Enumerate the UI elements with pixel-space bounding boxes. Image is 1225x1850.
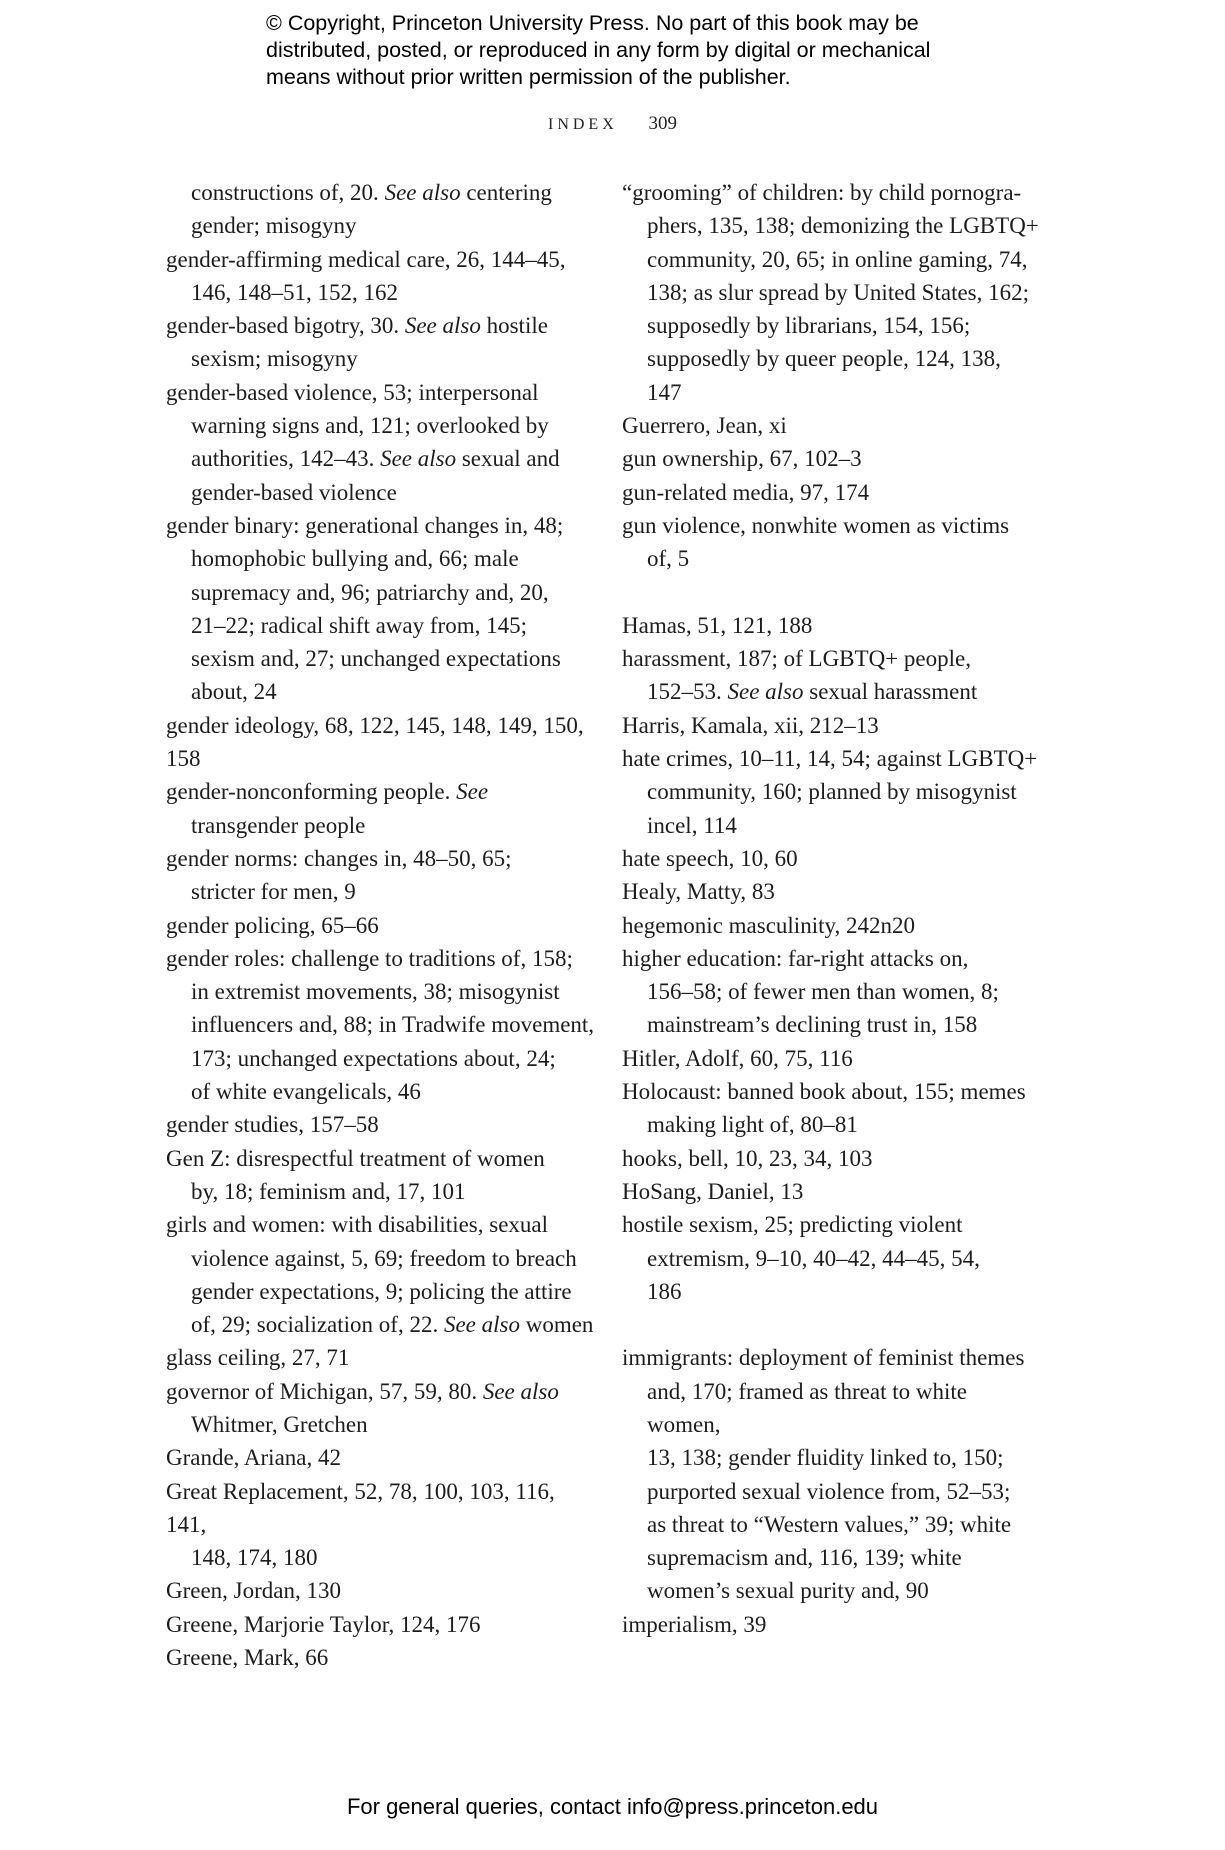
index-text: Hitler, Adolf, 60, 75, 116	[622, 1045, 853, 1071]
index-line	[166, 1341, 596, 1374]
index-text: women’s sexual purity and, 90	[647, 1578, 929, 1604]
index-line	[622, 476, 1042, 509]
index-text: Green, Jordan, 130	[166, 1578, 342, 1604]
index-line	[622, 1541, 1042, 1574]
index-line	[166, 1242, 596, 1275]
see-also-ref: See also	[384, 180, 461, 205]
index-line	[166, 309, 596, 342]
index-line	[622, 909, 1042, 942]
index-text: 173; unchanged expectations about, 24;	[191, 1045, 556, 1071]
running-head	[0, 113, 1225, 135]
index-line	[166, 576, 596, 609]
index-line	[622, 276, 1042, 309]
index-line	[622, 1341, 1042, 1374]
index-line	[622, 1574, 1042, 1607]
index-text: hostile	[480, 313, 548, 339]
index-text: gun violence, nonwhite women as victims	[622, 512, 1010, 538]
index-text: 152–53.	[647, 679, 728, 705]
copyright-line: means without prior written permission of the publisher.	[266, 65, 791, 89]
index-text: gender; misogyny	[191, 213, 357, 239]
index-line	[166, 176, 596, 209]
index-text: gender policing, 65–66	[166, 912, 379, 938]
index-text: gender-nonconforming people.	[166, 779, 457, 805]
index-line	[622, 1008, 1042, 1041]
index-text: “grooming” of children: by child pornogra-	[622, 180, 1022, 205]
index-text: gun-related media, 97, 174	[622, 479, 870, 505]
index-line	[622, 742, 1042, 775]
index-text: 186	[647, 1278, 682, 1304]
index-text: gender binary: generational changes in, 48;	[166, 512, 564, 538]
page-number: 309	[648, 113, 677, 134]
index-text: transgender people	[191, 812, 366, 838]
index-text: higher education: far-right attacks on,	[622, 945, 969, 971]
index-text: Greene, Marjorie Taylor, 124, 176	[166, 1611, 481, 1637]
index-text: glass ceiling, 27, 71	[166, 1345, 350, 1371]
index-line	[166, 842, 596, 875]
index-text: gender roles: challenge to traditions of, 158;	[166, 945, 573, 971]
index-line	[622, 1208, 1042, 1241]
index-text: about, 24	[191, 679, 277, 705]
index-text: community, 20, 65; in online gaming, 74,	[647, 246, 1028, 272]
index-line	[622, 842, 1042, 875]
index-line	[622, 675, 1042, 708]
index-text: hostile sexism, 25; predicting violent	[622, 1212, 963, 1238]
index-line	[622, 709, 1042, 742]
index-text: incel, 114	[647, 812, 737, 838]
index-line	[166, 1608, 596, 1641]
index-line	[622, 342, 1042, 375]
index-text: Harris, Kamala, xii, 212–13	[622, 712, 879, 738]
index-text: as threat to “Western values,” 39; white	[647, 1511, 1012, 1537]
index-text: by, 18; feminism and, 17, 101	[191, 1178, 466, 1204]
index-text: supremacism and, 116, 139; white	[647, 1545, 962, 1571]
index-line	[166, 1308, 596, 1341]
index-line	[166, 1042, 596, 1075]
index-line	[166, 1108, 596, 1141]
index-line	[166, 1208, 596, 1241]
index-line	[622, 176, 1042, 209]
index-text: HoSang, Daniel, 13	[622, 1178, 804, 1204]
index-text: 148, 174, 180	[191, 1545, 318, 1571]
index-section-gap	[622, 1308, 1042, 1341]
index-line	[622, 209, 1042, 242]
index-text: stricter for men, 9	[191, 879, 356, 905]
see-also-ref: See also	[482, 1378, 559, 1404]
index-text: sexism and, 27; unchanged expectations	[191, 646, 561, 672]
index-text: gender expectations, 9; policing the attire	[191, 1278, 572, 1304]
index-text: making light of, 80–81	[647, 1112, 858, 1138]
index-text: purported sexual violence from, 52–53;	[647, 1478, 1011, 1504]
copyright-line: © Copyright, Princeton University Press. No part of this book may be	[266, 11, 919, 35]
index-line	[166, 809, 596, 842]
index-line	[166, 376, 596, 409]
index-line	[622, 409, 1042, 442]
index-text: hate crimes, 10–11, 14, 54; against LGBTQ+	[622, 746, 1038, 772]
index-text: hate speech, 10, 60	[622, 845, 798, 871]
index-text: gender ideology, 68, 122, 145, 148, 149, 150, 158	[166, 712, 584, 772]
footer-contact: For general queries, contact info@press.princeton.edu	[346, 1794, 879, 1819]
see-also-ref: See also	[380, 446, 457, 472]
index-text: 146, 148–51, 152, 162	[191, 279, 398, 305]
index-line	[622, 1142, 1042, 1175]
index-text: gun ownership, 67, 102–3	[622, 446, 862, 472]
index-column-left	[166, 176, 596, 1674]
index-text: governor of Michigan, 57, 59, 80.	[166, 1378, 483, 1404]
index-line	[166, 1475, 596, 1542]
index-text: phers, 135, 138; demonizing the LGBTQ+	[647, 213, 1039, 239]
index-line	[166, 476, 596, 509]
index-line	[166, 1075, 596, 1108]
index-text: 13, 138; gender fluidity linked to, 150;	[647, 1445, 1004, 1471]
index-text: gender-based bigotry, 30.	[166, 313, 405, 339]
index-text: influencers and, 88; in Tradwife movement,	[191, 1012, 595, 1038]
index-text: supposedly by librarians, 154, 156;	[647, 313, 971, 339]
index-line	[166, 276, 596, 309]
index-text: gender-based violence	[191, 479, 397, 505]
index-line	[622, 1375, 1042, 1442]
index-text: supremacy and, 96; patriarchy and, 20,	[191, 579, 549, 605]
index-line	[622, 542, 1042, 575]
index-text: Holocaust: banned book about, 155; memes	[622, 1079, 1026, 1105]
index-text: 21–22; radical shift away from, 145;	[191, 612, 527, 638]
index-text: in extremist movements, 38; misogynist	[191, 979, 560, 1005]
index-line	[622, 509, 1042, 542]
index-text: Greene, Mark, 66	[166, 1645, 329, 1671]
index-line	[622, 442, 1042, 475]
copyright-line: distributed, posted, or reproduced in any form by digital or mechanical	[266, 38, 931, 62]
index-line	[622, 642, 1042, 675]
index-text: 156–58; of fewer men than women, 8;	[647, 979, 999, 1005]
index-text: centering	[460, 180, 552, 205]
index-text: mainstream’s declining trust in, 158	[647, 1012, 978, 1038]
index-line	[166, 442, 596, 475]
index-text: gender norms: changes in, 48–50, 65;	[166, 845, 512, 871]
index-text: supposedly by queer people, 124, 138,	[647, 346, 1001, 372]
index-line	[166, 509, 596, 542]
index-line	[622, 243, 1042, 276]
index-text: and, 170; framed as threat to white women,	[647, 1378, 967, 1437]
index-line	[166, 1008, 596, 1041]
index-text: Grande, Ariana, 42	[166, 1445, 341, 1471]
index-text: constructions of, 20.	[191, 180, 385, 205]
index-line	[622, 1608, 1042, 1641]
index-line	[166, 1275, 596, 1308]
index-text: extremism, 9–10, 40–42, 44–45, 54,	[647, 1245, 980, 1271]
index-text: Gen Z: disrespectful treatment of women	[166, 1145, 545, 1171]
index-text: immigrants: deployment of feminist themes	[622, 1345, 1025, 1371]
index-text: Hamas, 51, 121, 188	[622, 612, 813, 638]
index-line	[166, 942, 596, 975]
index-line	[166, 675, 596, 708]
see-also-ref: See also	[443, 1312, 520, 1338]
index-text: violence against, 5, 69; freedom to breach	[191, 1245, 577, 1271]
index-line	[622, 1275, 1042, 1308]
index-line	[622, 609, 1042, 642]
index-line	[622, 809, 1042, 842]
index-line	[622, 1242, 1042, 1275]
index-line	[166, 909, 596, 942]
index-line	[166, 1375, 596, 1408]
index-line	[166, 1574, 596, 1607]
index-line	[622, 1475, 1042, 1508]
index-line	[166, 1441, 596, 1474]
index-line	[622, 1508, 1042, 1541]
index-text: sexual harassment	[803, 679, 978, 705]
index-line	[166, 409, 596, 442]
index-text: warning signs and, 121; overlooked by	[191, 413, 549, 439]
index-line	[622, 376, 1042, 409]
index-line	[622, 1042, 1042, 1075]
index-text: of, 5	[647, 546, 690, 572]
see-also-ref: See also	[404, 313, 481, 339]
index-text: girls and women: with disabilities, sexual	[166, 1212, 549, 1238]
index-line	[166, 975, 596, 1008]
index-section-gap	[622, 576, 1042, 609]
index-text: women	[519, 1312, 594, 1338]
index-line	[166, 1175, 596, 1208]
index-text: sexual and	[456, 446, 560, 472]
index-line	[622, 942, 1042, 975]
index-text: 138; as slur spread by United States, 162;	[647, 279, 1030, 305]
index-text: Healy, Matty, 83	[622, 879, 775, 905]
index-text: 147	[647, 379, 682, 405]
index-text: hooks, bell, 10, 23, 34, 103	[622, 1145, 873, 1171]
copyright-notice	[266, 10, 1026, 91]
index-text: gender studies, 157–58	[166, 1112, 379, 1138]
index-text: homophobic bullying and, 66; male	[191, 546, 519, 572]
index-text: gender-affirming medical care, 26, 144–45,	[166, 246, 566, 272]
index-line	[622, 775, 1042, 808]
index-line	[166, 1641, 596, 1674]
index-line	[166, 1408, 596, 1441]
index-text: Great Replacement, 52, 78, 100, 103, 116, 141,	[166, 1478, 555, 1537]
index-line	[622, 1075, 1042, 1108]
index-line	[622, 309, 1042, 342]
index-line	[622, 875, 1042, 908]
index-line	[622, 975, 1042, 1008]
index-line	[166, 243, 596, 276]
index-text: hegemonic masculinity, 242n20	[622, 912, 915, 938]
index-text: Whitmer, Gretchen	[191, 1411, 368, 1437]
index-line	[166, 775, 596, 808]
index-line	[166, 609, 596, 642]
index-line	[166, 1541, 596, 1574]
index-line	[166, 342, 596, 375]
index-text: of, 29; socialization of, 22.	[191, 1312, 444, 1338]
index-text: community, 160; planned by misogynist	[647, 779, 1017, 805]
index-text: harassment, 187; of LGBTQ+ people,	[622, 646, 971, 672]
index-line	[166, 709, 596, 776]
index-column-right	[622, 176, 1042, 1641]
index-line	[166, 875, 596, 908]
index-text: of white evangelicals, 46	[191, 1079, 421, 1105]
index-line	[622, 1175, 1042, 1208]
index-line	[166, 642, 596, 675]
index-line	[166, 1142, 596, 1175]
index-text: gender-based violence, 53; interpersonal	[166, 379, 539, 405]
index-text: imperialism, 39	[622, 1611, 767, 1637]
index-text: Guerrero, Jean, xi	[622, 413, 787, 439]
running-head-label: INDEX	[547, 116, 618, 133]
index-line	[622, 1108, 1042, 1141]
index-line	[166, 209, 596, 242]
see-also-ref: See	[456, 779, 489, 805]
index-text: authorities, 142–43.	[191, 446, 381, 472]
index-line	[166, 542, 596, 575]
index-line	[622, 1441, 1042, 1474]
see-also-ref: See also	[727, 679, 804, 705]
index-text: sexism; misogyny	[191, 346, 358, 372]
